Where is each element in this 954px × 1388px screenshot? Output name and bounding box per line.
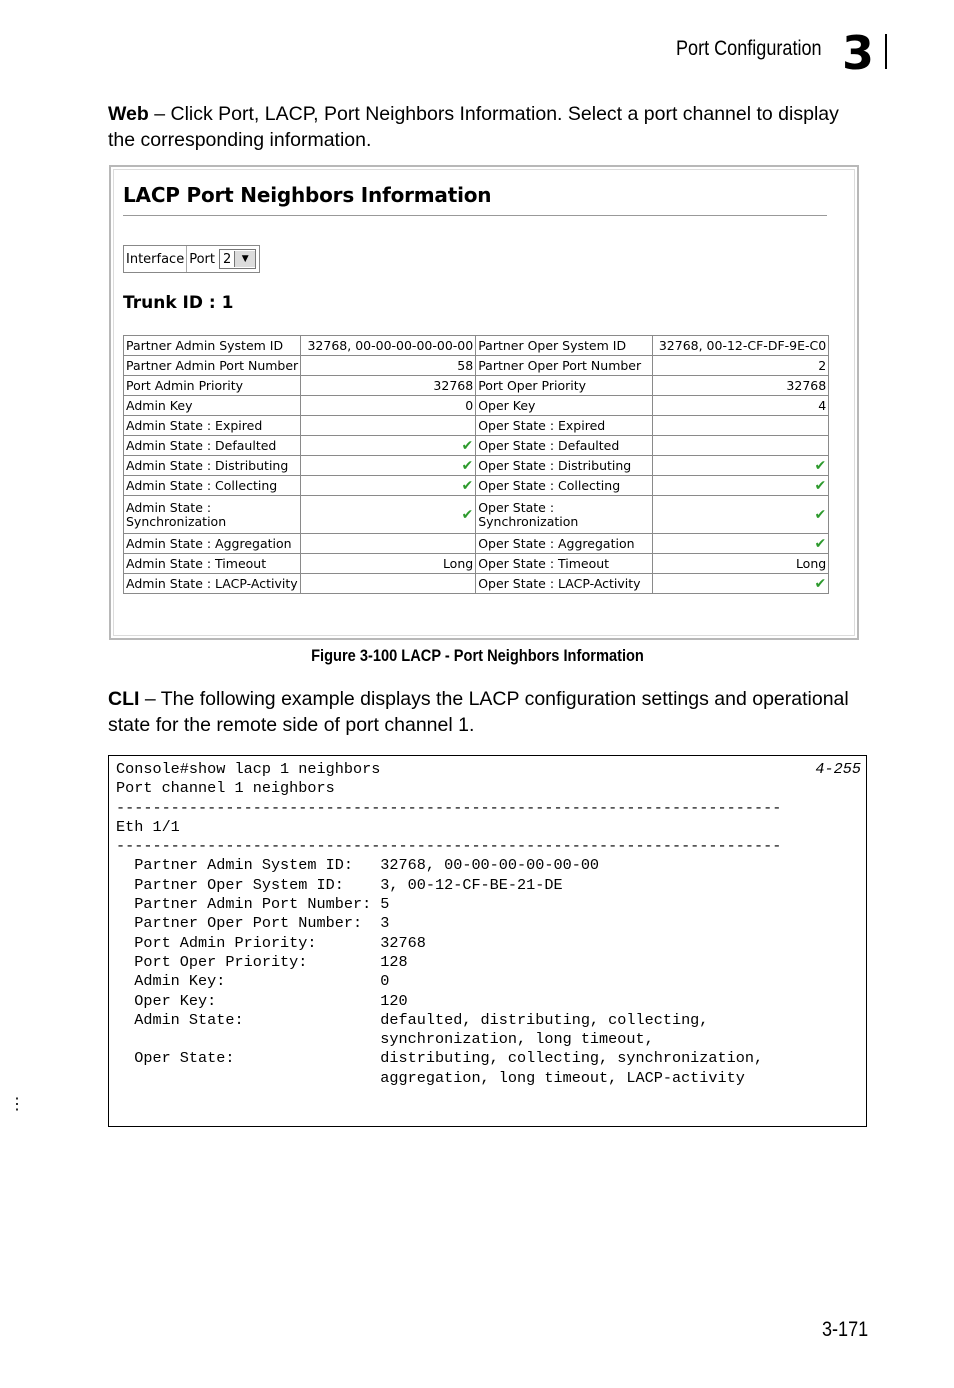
cli-instructions xyxy=(108,686,868,738)
row-label-3-l1: Admin Key xyxy=(124,396,301,416)
row-label-8-l1: Admin State : Synchronization xyxy=(124,496,301,534)
row-value-3-v2: 4 xyxy=(653,396,829,416)
cli-text: – The following example displays the LACP configuration settings and operational state for the remote side of port channel 1. xyxy=(108,688,849,736)
row-label-11-l1: Admin State : LACP-Activity xyxy=(124,574,301,594)
row-label-4-l1: Admin State : Expired xyxy=(124,416,301,436)
row-label-7-l1: Admin State : Collecting xyxy=(124,476,301,496)
row-label-2-l1: Port Admin Priority xyxy=(124,376,301,396)
table-row xyxy=(124,476,829,496)
row-label-9-l2: Oper State : Aggregation xyxy=(476,534,653,554)
web-text: – Click Port, LACP, Port Neighbors Information. Select a port channel to display the corresponding information. xyxy=(108,103,839,151)
row-value-6-v2: ✔ xyxy=(653,456,829,476)
row-value-9-v1 xyxy=(301,534,476,554)
table-row xyxy=(124,356,829,376)
row-label-8-l2: Oper State : Synchronization xyxy=(476,496,653,534)
row-label-1-l1: Partner Admin Port Number xyxy=(124,356,301,376)
row-label-6-l2: Oper State : Distributing xyxy=(476,456,653,476)
interface-selector xyxy=(123,245,260,273)
web-screenshot xyxy=(109,165,859,640)
row-label-5-l2: Oper State : Defaulted xyxy=(476,436,653,456)
row-value-7-v1: ✔ xyxy=(301,476,476,496)
row-label-11-l2: Oper State : LACP-Activity xyxy=(476,574,653,594)
row-label-1-l2: Partner Oper Port Number xyxy=(476,356,653,376)
table-row xyxy=(124,534,829,554)
row-value-2-v1: 32768 xyxy=(301,376,476,396)
row-value-4-v1 xyxy=(301,416,476,436)
row-value-0-v2: 32768, 00-12-CF-DF-9E-C0 xyxy=(653,336,829,356)
web-label: Web xyxy=(108,103,149,125)
trunk-id: Trunk ID : 1 xyxy=(123,293,234,313)
row-label-10-l2: Oper State : Timeout xyxy=(476,554,653,574)
table-row xyxy=(124,376,829,396)
port-label: Port xyxy=(189,251,215,267)
screenshot-title: LACP Port Neighbors Information xyxy=(123,183,492,207)
row-value-6-v1: ✔ xyxy=(301,456,476,476)
row-label-3-l2: Oper Key xyxy=(476,396,653,416)
row-label-6-l1: Admin State : Distributing xyxy=(124,456,301,476)
row-value-5-v1: ✔ xyxy=(301,436,476,456)
row-label-4-l2: Oper State : Expired xyxy=(476,416,653,436)
row-value-11-v2: ✔ xyxy=(653,574,829,594)
table-row xyxy=(124,336,829,356)
row-label-5-l1: Admin State : Defaulted xyxy=(124,436,301,456)
row-value-4-v2 xyxy=(653,416,829,436)
cli-example-box xyxy=(108,755,867,1127)
row-label-2-l2: Port Oper Priority xyxy=(476,376,653,396)
row-label-7-l2: Oper State : Collecting xyxy=(476,476,653,496)
row-value-7-v2: ✔ xyxy=(653,476,829,496)
web-instructions xyxy=(108,101,868,153)
page-number: 3-171 xyxy=(822,1318,869,1341)
neighbors-table xyxy=(123,335,829,594)
table-row xyxy=(124,456,829,476)
row-value-5-v2 xyxy=(653,436,829,456)
figure-caption xyxy=(0,646,954,666)
row-value-1-v2: 2 xyxy=(653,356,829,376)
row-value-0-v1: 32768, 00-00-00-00-00-00 xyxy=(301,336,476,356)
port-select[interactable] xyxy=(219,249,256,269)
table-row xyxy=(124,496,829,534)
title-divider xyxy=(123,215,827,216)
row-value-8-v2: ✔ xyxy=(653,496,829,534)
chapter-divider xyxy=(885,34,887,69)
chevron-down-icon[interactable]: ▼ xyxy=(234,251,255,267)
row-value-2-v2: 32768 xyxy=(653,376,829,396)
row-value-11-v1 xyxy=(301,574,476,594)
ellipsis-vertical-icon: ⋮ xyxy=(9,1096,25,1113)
section-title: Port Configuration xyxy=(676,37,822,60)
table-row xyxy=(124,436,829,456)
port-select-value: 2 xyxy=(222,251,232,267)
table-row xyxy=(124,554,829,574)
row-value-1-v1: 58 xyxy=(301,356,476,376)
row-value-8-v1: ✔ xyxy=(301,496,476,534)
row-label-9-l1: Admin State : Aggregation xyxy=(124,534,301,554)
table-row xyxy=(124,574,829,594)
row-value-10-v2: Long xyxy=(653,554,829,574)
cli-output: Console#show lacp 1 neighbors Port channel 1 neighbors ------------------------------------------------------------------------- Eth 1/1 ------------------------------------------------------------------------- Partner Admin System ID: 32768, 00-00-00-00-00-00 Partner Oper System ID: 3, 00-12-CF-BE-21-DE Partner Admin Port Number: 5 Partner Oper Port Number: 3 Port Admin Priority: 32768 Port Oper Priority: 128 Admin Key: 0 Oper Key: 120 Admin State: defaulted, distributing, collecting, synchronization, long timeout, Oper State: distributing, collecting, synchronization, aggregation, long timeout, LACP-activity xyxy=(116,760,782,1087)
cli-label: CLI xyxy=(108,688,140,710)
table-row xyxy=(124,396,829,416)
row-value-10-v1: Long xyxy=(301,554,476,574)
chapter-number: 3 xyxy=(842,26,875,80)
row-label-0-l2: Partner Oper System ID xyxy=(476,336,653,356)
command-reference: 4-255 xyxy=(815,760,861,778)
interface-label: Interface xyxy=(124,246,187,272)
figure-caption-text: Figure 3-100 LACP - Port Neighbors Information xyxy=(310,646,644,665)
row-label-0-l1: Partner Admin System ID xyxy=(124,336,301,356)
table-row xyxy=(124,416,829,436)
row-label-10-l1: Admin State : Timeout xyxy=(124,554,301,574)
row-value-3-v1: 0 xyxy=(301,396,476,416)
row-value-9-v2: ✔ xyxy=(653,534,829,554)
